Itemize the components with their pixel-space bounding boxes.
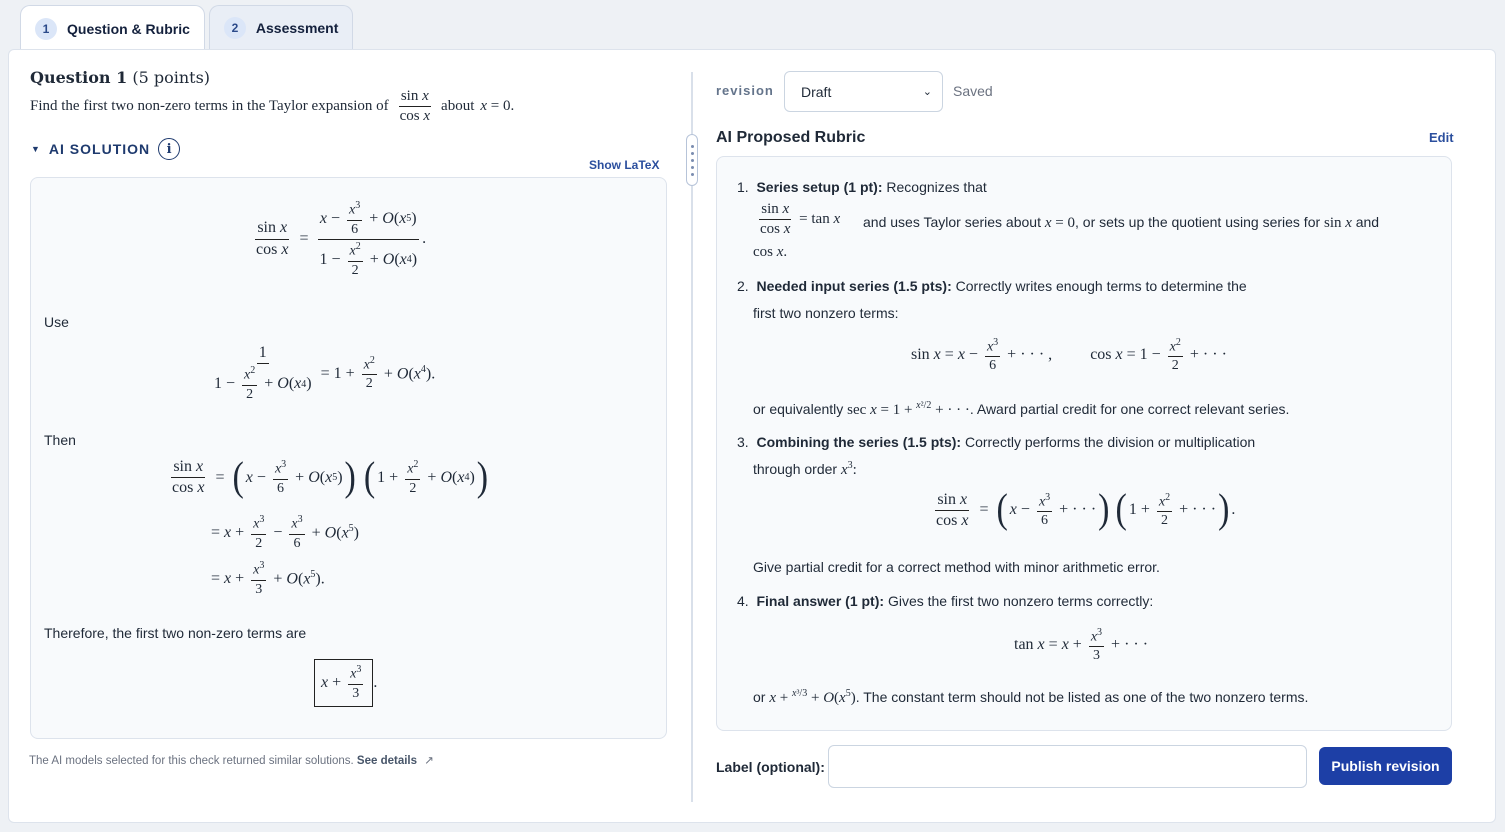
rubric-item-head: Combining the series (1.5 pts):	[756, 434, 962, 450]
chevron-down-icon: ⌄	[922, 86, 932, 98]
tab-label: Assessment	[255, 20, 339, 36]
rubric-item-4: 4. Final answer (1 pt): Gives the first two nonzero terms correctly:	[737, 593, 1154, 609]
question-title	[30, 68, 210, 87]
question-point: x = 0.	[480, 97, 515, 114]
main-card	[8, 49, 1496, 823]
solution-equation-5: = x + $\frac{x^3}{3}$ + $O(x^5)$.	[211, 560, 325, 597]
question-text	[30, 88, 514, 124]
rubric-item-2-text3: or equivalently sec x = 1 + $^{x^2/2}$ + · · ·. Award partial credit for one correct relevant series.	[753, 400, 1290, 418]
rubric-item-1-text2: and uses Taylor series about x = 0, or sets up the quotient using series for sin x and	[863, 214, 1380, 231]
show-latex-link[interactable]: Show LaTeX	[589, 158, 660, 172]
question-points: (5 points)	[132, 68, 211, 87]
rubric-item-text: Gives the first two nonzero terms correctly:	[887, 593, 1154, 609]
rubric-item-3-formula: $\frac{\text{sin x}}{\text{cos x}}$ = ( x − $\frac{x^3}{6}$ + · · · ) ( 1 + $\frac{x^2}{2}$ + · · · ) .	[936, 487, 1236, 532]
rubric-item-3-text2: through order $x^3$:	[753, 460, 857, 478]
rubric-item-4-text2: or $x + ^{x^3/3} + O(x^5)$. The constant term should not be listed as one of the two nonzero terms.	[753, 688, 1309, 706]
rubric-box	[716, 156, 1452, 731]
label-field-label: Label (optional):	[716, 759, 825, 775]
rubric-item-head: Series setup (1 pt):	[756, 179, 883, 195]
question-number: Question 1	[30, 68, 128, 87]
rubric-item-2: 2. Needed input series (1.5 pts): Correctly writes enough terms to determine the	[737, 278, 1247, 294]
rubric-title: AI Proposed Rubric	[716, 129, 866, 146]
revision-label: revision	[716, 83, 774, 98]
tab-assessment[interactable]	[209, 5, 354, 50]
then-label: Then	[44, 432, 76, 448]
ai-solution-heading: AI SOLUTION	[48, 141, 151, 157]
solution-equation-3: $\frac{\text{sin x}}{\text{cos x}}$ = ( x − $\frac{x^3}{6}$ + O ( x 5 ) ) ( 1 + $\frac{x^2}{2}$ + O ( x 4 ) )	[172, 455, 489, 500]
see-details-link[interactable]: See details	[356, 755, 417, 767]
tab-label: Question & Rubric	[67, 20, 190, 37]
label-input[interactable]	[828, 745, 1307, 788]
rubric-item-4-formula: tan x = x + $\frac{x^3}{3}$ + · · ·	[1014, 627, 1149, 664]
ai-solution-toggle[interactable]	[31, 138, 180, 160]
use-label: Use	[44, 314, 69, 330]
save-status: Saved	[953, 83, 993, 99]
question-text-after: about	[441, 97, 475, 114]
question-text-before: Find the first two non-zero terms in the Taylor expansion of	[30, 97, 389, 114]
rubric-item-head: Final answer (1 pt):	[756, 593, 885, 609]
rubric-item-text: Correctly performs the division or multiplication	[964, 434, 1256, 450]
solution-box	[30, 177, 667, 739]
publish-revision-button[interactable]: Publish revision	[1319, 747, 1452, 785]
rubric-item-1-formula: $\frac{\text{sin x}}{\text{cos x}}$ = tan x	[760, 201, 841, 237]
solution-equation-4: = x + $\frac{x^3}{2}$ − $\frac{x^3}{6}$ + $O(x^5)$	[211, 514, 359, 551]
revision-select[interactable]	[784, 71, 943, 112]
caret-down-icon: ▼	[31, 144, 41, 154]
rubric-item-3: 3. Combining the series (1.5 pts): Correctly performs the division or multiplication	[737, 434, 1256, 450]
rubric-item-text: Recognizes that	[886, 179, 987, 195]
rubric-item-2-formula: sin x = x − $\frac{x^3}{6}$ + · · · , cos x = 1 − $\frac{x^2}{2}$ + · · ·	[911, 337, 1227, 374]
solution-equation-2: 1 1 − $\frac{x^2}{2}$ + O ( x 4 ) = 1 + $\frac{x^2}{2}$ + $O(x^4)$.	[214, 344, 436, 403]
info-icon[interactable]: i	[158, 138, 180, 160]
rubric-item-head: Needed input series (1.5 pts):	[756, 278, 952, 294]
rubric-item-1-cos: cos x.	[753, 244, 788, 260]
tab-question-rubric[interactable]	[20, 5, 205, 51]
edit-rubric-link[interactable]: Edit	[1429, 130, 1454, 145]
rubric-item-text: Correctly writes enough terms to determine the	[955, 278, 1247, 294]
tab-bar	[20, 5, 353, 51]
external-link-icon: ↗	[424, 755, 434, 767]
footer-note-text: The AI models selected for this check returned similar solutions.	[29, 755, 354, 767]
rubric-item-2-text2: first two nonzero terms:	[753, 305, 899, 321]
tab-number: 1	[35, 18, 57, 40]
question-fraction: $\frac{\text{sin x}}{\text{cos x}}$	[399, 88, 431, 124]
footer-note	[29, 753, 434, 767]
revision-selected: Draft	[801, 83, 832, 100]
resize-handle[interactable]	[686, 134, 698, 186]
solution-equation-1: $\frac{\text{sin x}}{\text{cos x}}$ = x − $\frac{x^3}{6}$ + O ( x 5 ) 1 − $\frac{x^2}{2}$ + O ( x 4 ) .	[256, 200, 427, 278]
tab-number: 2	[224, 17, 246, 39]
rubric-item-3-text3: Give partial credit for a correct method with minor arithmetic error.	[753, 559, 1160, 575]
therefore-label: Therefore, the first two non-zero terms are	[44, 625, 307, 641]
final-answer-boxed: x + $\frac{x^3}{3}$ .	[314, 659, 377, 707]
rubric-item-1: 1. Series setup (1 pt): Recognizes that	[737, 179, 987, 195]
